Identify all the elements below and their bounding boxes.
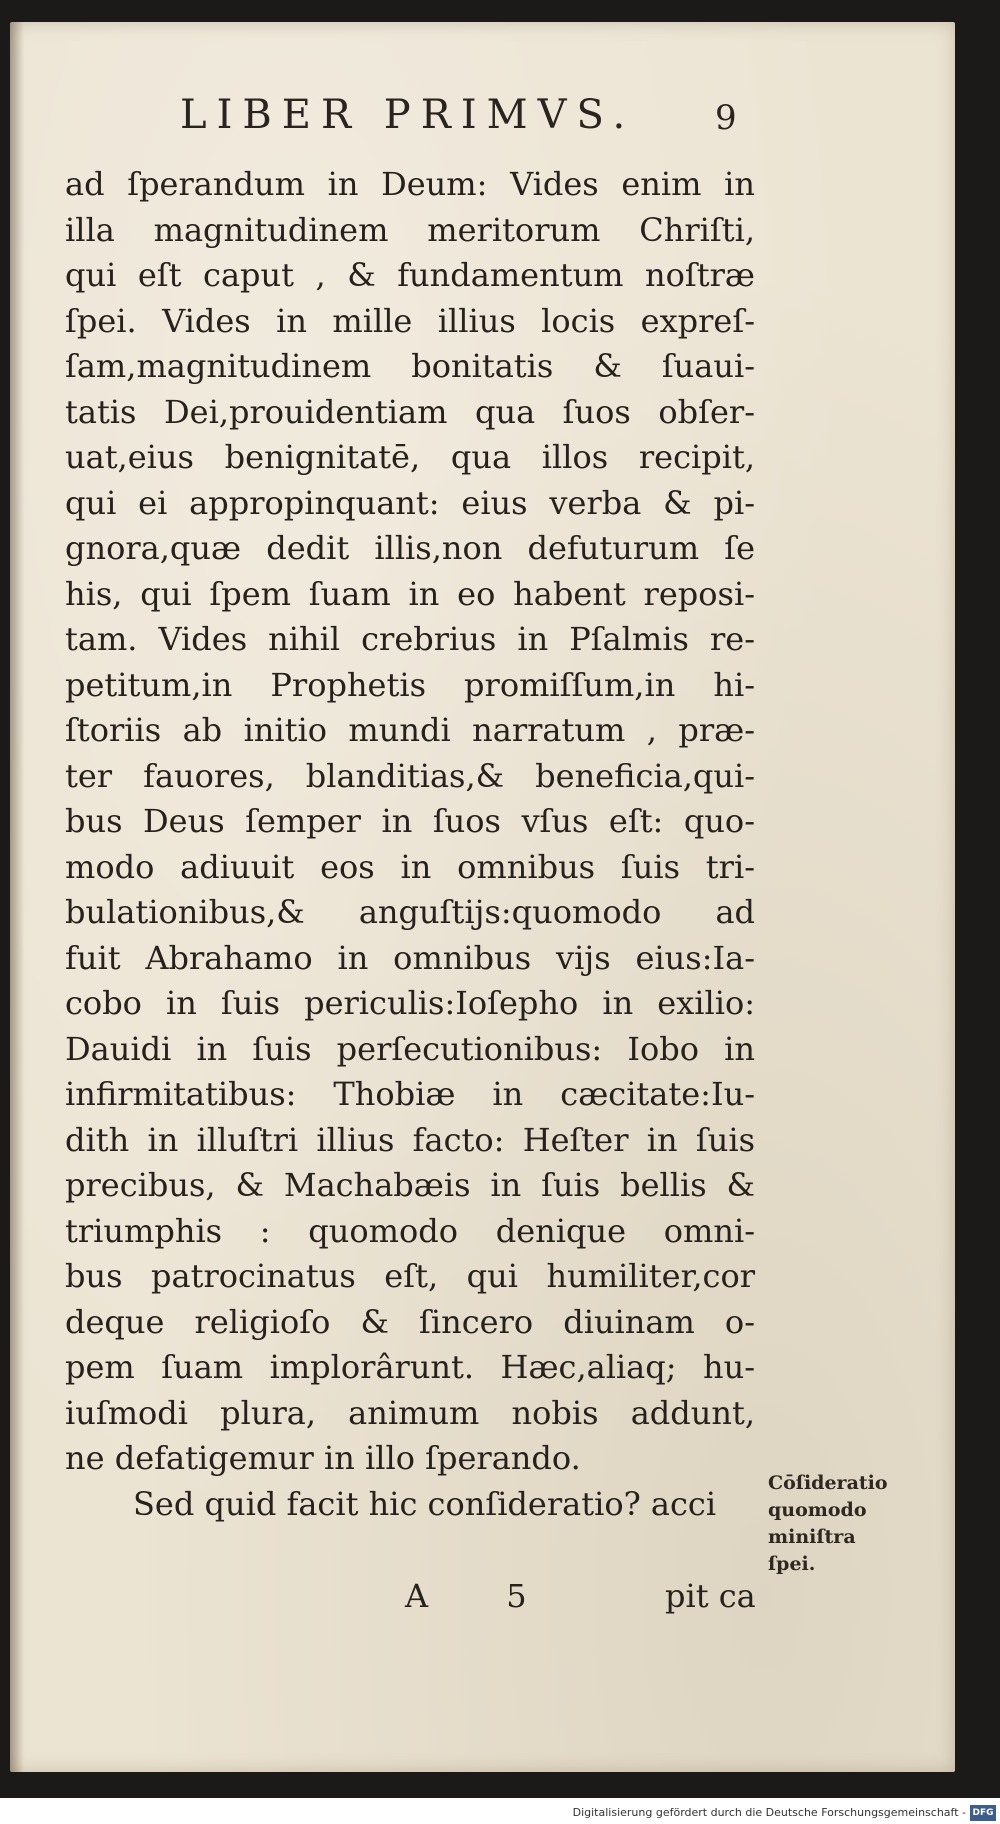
text-line: infirmitatibus: Thobiæ in cæcitate:Iu-	[65, 1075, 755, 1113]
text-line: petitum,in Prophetis promiſſum,in hi-	[65, 665, 755, 704]
text-line: ne defatigemur in illo ſperando.	[65, 1439, 581, 1477]
catchword: pit ca	[665, 1577, 756, 1615]
footer-strip	[0, 1798, 1000, 1824]
book-page	[10, 22, 955, 1772]
marginal-note-line: quomodo	[768, 1499, 867, 1521]
text-line: Dauidi in ſuis perſecutionibus: Iobo in	[65, 1029, 755, 1068]
running-head: LIBER PRIMVS.	[180, 92, 636, 138]
marginal-note-line: ſpei.	[768, 1553, 816, 1575]
text-line: ſpei. Vides in mille illius locis expreſ-	[65, 301, 755, 340]
text-line: bulationibus,& anguſtijs:quomodo ad	[65, 893, 755, 931]
text-line: bus patrocinatus eſt, qui humiliter,cor	[65, 1257, 755, 1295]
marginal-note-line: Cōſideratio	[768, 1472, 888, 1494]
signature-mark: A 5	[405, 1577, 561, 1615]
text-line: his, qui ſpem ſuam in eo habent reposi-	[65, 574, 755, 613]
text-line: tatis Dei,prouidentiam qua ſuos obſer-	[65, 392, 755, 431]
text-line: ſam,magnitudinem bonitatis & ſuaui-	[65, 347, 755, 385]
text-line: pem ſuam implorârunt. Hæc,aliaq; hu-	[65, 1348, 755, 1386]
text-line: cobo in ſuis periculis:Ioſepho in exilio:	[65, 984, 755, 1022]
text-line: bus Deus ſemper in ſuos vſus eſt: quo-	[65, 802, 755, 840]
text-line: uat,eius benignitatē, qua illos recipit,	[65, 438, 755, 476]
funding-credit: Digitalisierung gefördert durch die Deutsche Forschungsgemeinschaft -	[572, 1806, 966, 1819]
text-line: qui eſt caput , & fundamentum noſtræ	[65, 256, 755, 294]
text-line: deque religioſo & ſincero diuinam o-	[65, 1302, 755, 1341]
marginal-note	[768, 1470, 938, 1578]
text-line: dith in illuſtri illius facto: Heſter in ſuis	[65, 1120, 755, 1159]
dfg-logo: DFG	[970, 1805, 996, 1821]
text-line: fuit Abrahamo in omnibus vijs eius:Ia-	[65, 938, 755, 977]
text-line: precibus, & Machabæis in ſuis bellis &	[65, 1166, 755, 1204]
text-line: ter fauores, blanditias,& beneficia,qui-	[65, 756, 755, 795]
text-line: iuſmodi plura, animum nobis addunt,	[65, 1393, 755, 1432]
text-line: gnora,quæ dedit illis,non defuturum ſe	[65, 529, 755, 567]
text-line: ad ſperandum in Deum: Vides enim in	[65, 165, 755, 203]
text-line: qui ei appropinquant: eius verba & pi-	[65, 483, 755, 522]
marginal-note-line: miniſtra	[768, 1526, 856, 1548]
text-line: tam. Vides nihil crebrius in Pſalmis re-	[65, 620, 755, 658]
text-line: modo adiuuit eos in omnibus ſuis tri-	[65, 847, 755, 886]
text-line: Sed quid facit hic conſideratio? acci	[133, 1484, 717, 1523]
page-number: 9	[715, 98, 737, 138]
text-line: ſtoriis ab initio mundi narratum , præ-	[65, 711, 755, 749]
text-line: illa magnitudinem meritorum Chriſti,	[65, 210, 755, 249]
text-line: triumphis : quomodo denique omni-	[65, 1211, 755, 1250]
body-text	[65, 162, 755, 1527]
